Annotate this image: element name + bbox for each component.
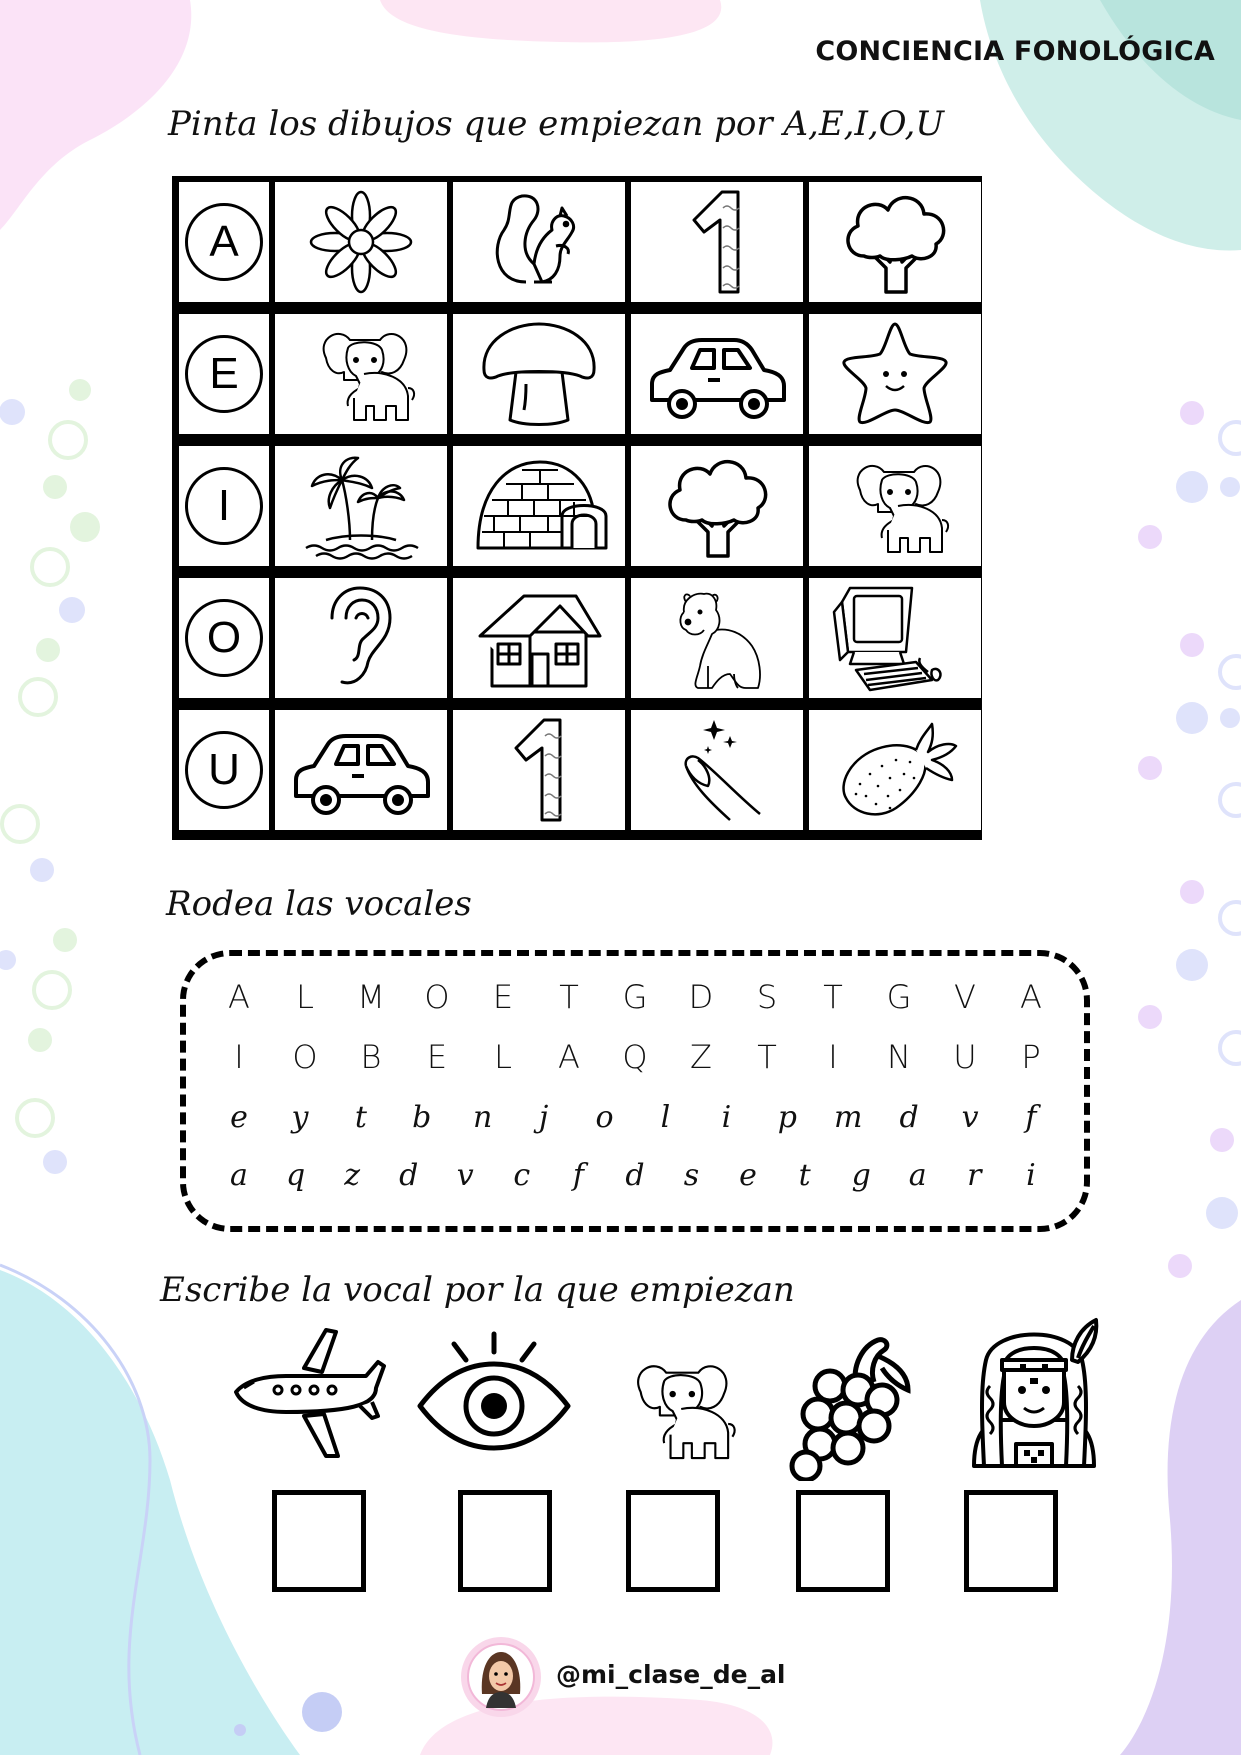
elephant-icon: [820, 450, 970, 562]
picture-cell[interactable]: [275, 314, 447, 434]
squirrel-icon: [464, 186, 614, 298]
letter-row-4: [214, 1158, 1056, 1193]
picture-cell[interactable]: [275, 578, 447, 698]
picture-cell[interactable]: [453, 710, 625, 830]
picture-cell[interactable]: [809, 578, 981, 698]
letter[interactable]: l: [660, 1100, 671, 1135]
igloo-icon: [464, 450, 614, 562]
letter[interactable]: S: [756, 978, 778, 1016]
answer-box-3[interactable]: [626, 1490, 720, 1592]
letter[interactable]: I: [234, 1038, 244, 1076]
letter[interactable]: p: [777, 1100, 797, 1135]
picture-cell[interactable]: [809, 314, 981, 434]
vowel-cell-i: [179, 446, 269, 566]
number-one-icon: [642, 186, 792, 298]
picture-cell[interactable]: [809, 182, 981, 302]
bear-icon: [642, 582, 792, 694]
picture-cell[interactable]: [275, 710, 447, 830]
letter[interactable]: E: [426, 1038, 448, 1076]
vowel-picture-grid: [172, 176, 982, 840]
car-icon: [286, 714, 436, 826]
letter[interactable]: b: [412, 1100, 432, 1135]
letter[interactable]: d: [399, 1158, 419, 1193]
letter[interactable]: q: [285, 1158, 306, 1193]
letter[interactable]: a: [230, 1158, 248, 1193]
mushroom-icon: [464, 318, 614, 430]
social-handle: @mi_clase_de_al: [556, 1660, 786, 1689]
picture-cell[interactable]: [453, 578, 625, 698]
picture-cell[interactable]: [275, 446, 447, 566]
letter[interactable]: d: [625, 1158, 645, 1193]
elephant-icon: [598, 1344, 758, 1474]
letter[interactable]: m: [833, 1100, 863, 1135]
letter[interactable]: B: [360, 1038, 382, 1076]
picture-cell[interactable]: [453, 446, 625, 566]
instruction-paint: Pinta los dibujos que empiezan por A,E,I,O,U: [168, 104, 945, 144]
letter[interactable]: r: [967, 1158, 982, 1193]
letter-row-1: [214, 978, 1056, 1016]
letter[interactable]: P: [1021, 1038, 1041, 1076]
letter[interactable]: e: [739, 1158, 757, 1193]
letter[interactable]: i: [1026, 1158, 1036, 1193]
picture-cell[interactable]: [275, 182, 447, 302]
letter[interactable]: A: [228, 978, 250, 1016]
letter[interactable]: G: [622, 978, 648, 1016]
star-icon: [820, 318, 970, 430]
letter[interactable]: v: [961, 1100, 979, 1135]
letter[interactable]: G: [886, 978, 912, 1016]
avatar: [460, 1636, 542, 1718]
letter[interactable]: A: [558, 1038, 580, 1076]
vowel-cell-u: [179, 710, 269, 830]
picture-cell[interactable]: [453, 182, 625, 302]
computer-icon: [820, 582, 970, 694]
grapes-icon: [782, 1316, 942, 1481]
letter[interactable]: L: [494, 1038, 512, 1076]
answer-box-2[interactable]: [458, 1490, 552, 1592]
letter-row-2: [214, 1038, 1056, 1076]
letter-row-3: [214, 1100, 1056, 1135]
letter[interactable]: O: [424, 978, 450, 1016]
answer-box-5[interactable]: [964, 1490, 1058, 1592]
instruction-write: Escribe la vocal por la que empiezan: [160, 1270, 795, 1310]
picture-cell[interactable]: [631, 710, 803, 830]
ear-icon: [286, 582, 436, 694]
vowel-letter-a: A: [185, 203, 263, 281]
letter[interactable]: g: [851, 1158, 871, 1193]
letter[interactable]: T: [823, 978, 843, 1016]
vowel-cell-e: [179, 314, 269, 434]
letter[interactable]: y: [291, 1100, 309, 1135]
letter[interactable]: j: [538, 1100, 549, 1135]
car-icon: [642, 318, 792, 430]
letter[interactable]: f: [1025, 1100, 1037, 1135]
vowel-letter-i: I: [185, 467, 263, 545]
letter[interactable]: e: [230, 1100, 248, 1135]
letter[interactable]: n: [473, 1100, 493, 1135]
tree-icon: [642, 450, 792, 562]
picture-cell[interactable]: [631, 182, 803, 302]
vowel-letter-e: E: [185, 335, 263, 413]
letter[interactable]: V: [954, 978, 976, 1016]
picture-cell[interactable]: [809, 446, 981, 566]
airplane-icon: [226, 1316, 386, 1481]
vowel-cell-a: [179, 182, 269, 302]
letter[interactable]: L: [296, 978, 314, 1016]
native-girl-icon: [954, 1316, 1114, 1481]
picture-cell[interactable]: [453, 314, 625, 434]
flower-icon: [286, 186, 436, 298]
letter[interactable]: D: [688, 978, 714, 1016]
letter[interactable]: Q: [622, 1038, 648, 1076]
strawberry-icon: [820, 714, 970, 826]
letter[interactable]: f: [572, 1158, 584, 1193]
letter[interactable]: M: [357, 978, 385, 1016]
picture-cell[interactable]: [631, 314, 803, 434]
letter[interactable]: z: [344, 1158, 361, 1193]
picture-cell[interactable]: [809, 710, 981, 830]
worksheet-title: CONCIENCIA FONOLÓGICA: [815, 36, 1215, 67]
vowel-cell-o: [179, 578, 269, 698]
answer-box-4[interactable]: [796, 1490, 890, 1592]
letter[interactable]: I: [828, 1038, 838, 1076]
letter[interactable]: t: [354, 1100, 367, 1135]
eye-icon: [414, 1316, 574, 1481]
letter[interactable]: a: [908, 1158, 927, 1193]
letter[interactable]: v: [456, 1158, 474, 1193]
picture-cell[interactable]: [631, 578, 803, 698]
letter[interactable]: T: [757, 1038, 777, 1076]
letter[interactable]: o: [595, 1100, 614, 1135]
letter[interactable]: A: [1020, 978, 1042, 1016]
letters-box: [180, 950, 1090, 1232]
answer-box-1[interactable]: [272, 1490, 366, 1592]
letter[interactable]: Z: [690, 1038, 712, 1076]
letter[interactable]: N: [887, 1038, 911, 1076]
letter[interactable]: U: [953, 1038, 977, 1076]
letter[interactable]: t: [798, 1158, 811, 1193]
vowel-letter-o: O: [185, 599, 263, 677]
vowel-letter-u: U: [185, 731, 263, 809]
letter[interactable]: d: [899, 1100, 919, 1135]
palm-island-icon: [286, 450, 436, 562]
letter[interactable]: c: [513, 1158, 531, 1193]
letter[interactable]: O: [292, 1038, 318, 1076]
tree-icon: [820, 186, 970, 298]
instruction-circle: Rodea las vocales: [166, 884, 472, 924]
letter[interactable]: s: [683, 1158, 700, 1193]
letter[interactable]: i: [721, 1100, 732, 1135]
fingernail-icon: [642, 714, 792, 826]
house-icon: [464, 582, 614, 694]
number-one-icon: [464, 714, 614, 826]
letter[interactable]: T: [559, 978, 579, 1016]
elephant-icon: [286, 318, 436, 430]
letter[interactable]: E: [492, 978, 514, 1016]
picture-cell[interactable]: [631, 446, 803, 566]
